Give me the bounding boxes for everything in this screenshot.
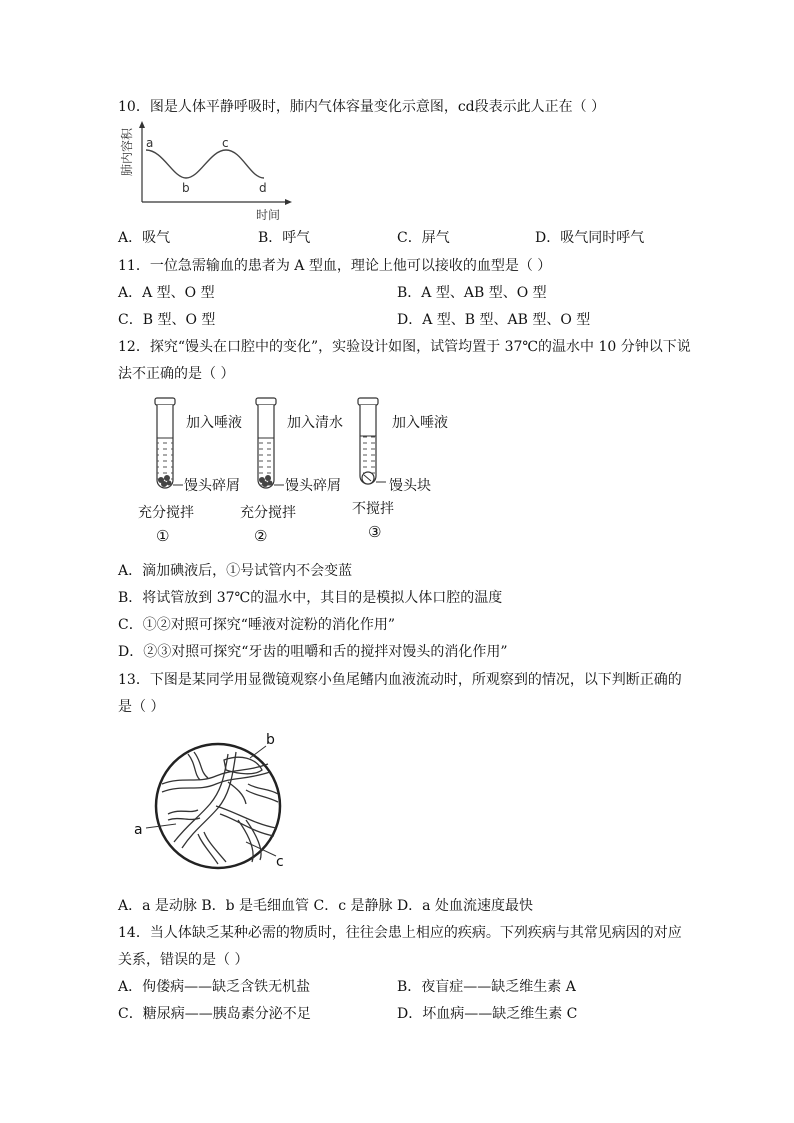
q14-option-b[interactable]: B．夜盲症——缺乏维生素 A xyxy=(397,979,576,995)
q11-option-c[interactable]: C．B 型、O 型 xyxy=(118,312,216,328)
q12-option-b[interactable]: B．将试管放到 37℃的温水中，其目的是模拟人体口腔的温度 xyxy=(118,590,503,606)
tube-2 xyxy=(240,398,343,544)
q10-point-d: d xyxy=(259,181,267,195)
tube-1-number: ① xyxy=(156,527,170,544)
tube-3-top-label: 加入唾液 xyxy=(392,415,448,431)
q10-point-a: a xyxy=(146,136,154,150)
tube-2-top-label: 加入清水 xyxy=(287,415,343,431)
q12-option-a[interactable]: A．滴加碘液后，①号试管内不会变蓝 xyxy=(118,563,353,579)
q10-xlabel: 时间 xyxy=(256,208,281,222)
q10-stem: 10．图是人体平静呼吸时，肺内气体容量变化示意图，cd段表示此人正在（ ） xyxy=(118,99,606,115)
tube-2-number: ② xyxy=(254,527,268,544)
q10-ylabel: 肺内容积 xyxy=(120,127,134,176)
q14-option-d[interactable]: D．坏血病——缺乏维生素 C xyxy=(397,1006,578,1022)
q12-stem-line1: 12．探究“馒头在口腔中的变化”，实验设计如图，试管均置于 37℃的温水中 10 分钟以下说 xyxy=(118,339,691,355)
q12-option-d[interactable]: D．②③对照可探究“牙齿的咀嚼和舌的搅拌对馒头的消化作用” xyxy=(118,644,508,660)
q14-stem-line2: 关系，错误的是（ ） xyxy=(118,952,249,968)
q10-point-b: b xyxy=(182,181,190,195)
q10-point-c: c xyxy=(222,136,229,150)
tube-1 xyxy=(138,398,242,544)
tube-3-side-label: 馒头块 xyxy=(389,478,431,494)
tube-3-number: ③ xyxy=(368,523,382,541)
q11-option-b[interactable]: B．A 型、AB 型、O 型 xyxy=(397,285,547,301)
q14-option-c[interactable]: C．糖尿病——胰岛素分泌不足 xyxy=(118,1006,311,1022)
tube-1-side-label: 馒头碎屑 xyxy=(184,478,240,494)
q13-options[interactable]: A．a 是动脉 B．b 是毛细血管 C．c 是静脉 D．a 处血流速度最快 xyxy=(118,898,533,914)
q13-label-c: c xyxy=(276,854,284,870)
q11-option-d[interactable]: D．A 型、B 型、AB 型、O 型 xyxy=(397,312,591,328)
q10-option-c[interactable]: C．屏气 xyxy=(397,230,450,246)
q12-stem-line2: 法不正确的是（ ） xyxy=(118,366,235,382)
q10-option-a[interactable]: A．吸气 xyxy=(118,230,171,246)
tube-1-bottom-label: 充分搅拌 xyxy=(138,505,194,521)
q14-option-a[interactable]: A．佝偻病——缺乏含铁无机盐 xyxy=(118,979,311,995)
tube-3-bottom-label: 不搅拌 xyxy=(352,501,394,517)
q13-stem-line2: 是（ ） xyxy=(118,699,165,715)
q10-option-d[interactable]: D．吸气同时呼气 xyxy=(535,230,645,246)
q13-microscope-view xyxy=(128,724,308,890)
q11-option-a[interactable]: A．A 型、O 型 xyxy=(118,285,215,301)
tube-3 xyxy=(352,398,448,541)
q10-lung-volume-graph xyxy=(118,118,298,224)
tube-2-side-label: 馒头碎屑 xyxy=(285,478,341,494)
q13-label-b: b xyxy=(266,732,275,748)
q13-stem-line1: 13．下图是某同学用显微镜观察小鱼尾鳍内血液流动时，所观察到的情况，以下判断正确的 xyxy=(118,672,682,688)
tube-2-bottom-label: 充分搅拌 xyxy=(240,505,296,521)
q13-label-a: a xyxy=(134,822,143,838)
q12-option-c[interactable]: C．①②对照可探究“唾液对淀粉的消化作用” xyxy=(118,617,396,633)
q14-stem-line1: 14．当人体缺乏某种必需的物质时，往往会患上相应的疾病。下列疾病与其常见病因的对应 xyxy=(118,925,682,941)
q10-option-b[interactable]: B．呼气 xyxy=(258,230,311,246)
q11-stem: 11．一位急需输血的患者为 A 型血，理论上他可以接收的血型是（ ） xyxy=(118,258,552,274)
q12-test-tube-figure xyxy=(130,392,470,544)
tube-1-top-label: 加入唾液 xyxy=(186,415,242,431)
